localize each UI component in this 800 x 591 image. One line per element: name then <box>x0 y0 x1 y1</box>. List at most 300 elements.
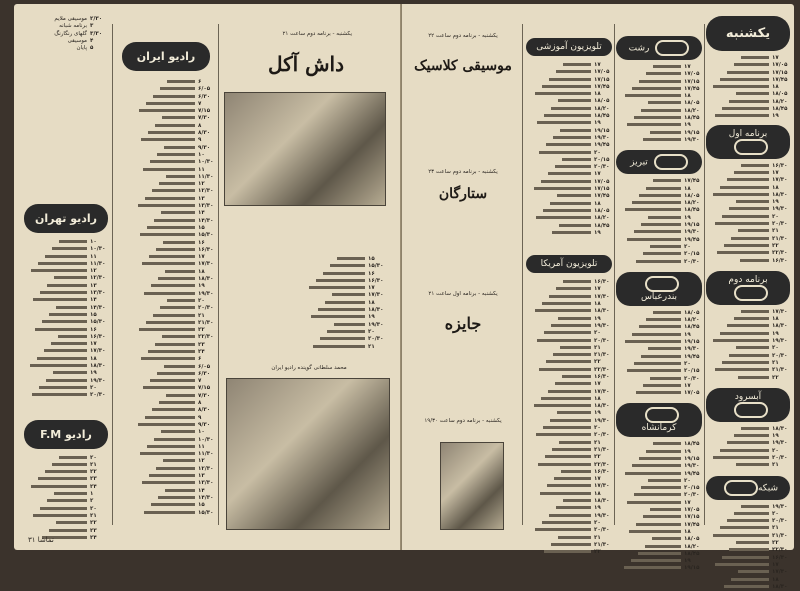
schedule-text-placeholder <box>555 382 591 385</box>
schedule-time: ۲۰/۳۰ <box>772 352 788 359</box>
schedule-row <box>706 584 790 591</box>
schedule-time: ۱۵ <box>198 224 205 231</box>
schedule-time: ۱۶/۳۰ <box>594 279 610 286</box>
schedule-row <box>616 93 702 100</box>
schedule-time: ۲۰/۱۵ <box>684 251 700 258</box>
schedule-row <box>616 354 702 361</box>
schedule-row <box>706 562 790 569</box>
tv-logo-icon <box>645 407 679 423</box>
schedule-text-placeholder <box>624 566 681 569</box>
stars-body <box>408 232 518 280</box>
schedule-text-placeholder <box>562 375 591 378</box>
schedule-text-placeholder <box>32 393 87 396</box>
schedule-text-placeholder <box>139 328 195 331</box>
schedule-row <box>24 319 108 326</box>
schedule-text-placeholder <box>535 92 591 95</box>
schedule-time: ۶ <box>198 79 202 85</box>
schedule-text-placeholder <box>563 280 591 283</box>
schedule-time: ۲۰/۳۰ <box>684 375 700 382</box>
schedule-row <box>616 368 702 375</box>
schedule-time: ۱۹ <box>684 558 691 565</box>
schedule-row <box>616 463 702 470</box>
schedule-text-placeholder <box>149 255 195 258</box>
schedule-row <box>526 223 612 230</box>
schedule-time: ۱۲ <box>198 458 205 465</box>
schedule-time: ۱۰ <box>198 151 205 158</box>
schedule-row <box>616 251 702 258</box>
schedule-text-placeholder <box>629 530 681 533</box>
schedule-text-placeholder <box>740 259 769 262</box>
schedule-row <box>116 473 216 480</box>
schedule-text-placeholder <box>145 197 195 200</box>
schedule-text-placeholder <box>148 131 195 134</box>
schedule-row <box>706 258 790 265</box>
schedule-text-placeholder <box>52 463 87 466</box>
schedule-time: ۱۸/۲۰ <box>772 98 788 105</box>
schedule-time: ۲۰ <box>90 384 97 391</box>
schedule-time: ۱۷/۳۰ <box>594 293 610 300</box>
schedule-time: ۱۹ <box>684 214 691 221</box>
schedule-text-placeholder <box>551 543 591 546</box>
schedule-text-placeholder <box>155 124 195 127</box>
schedule-row <box>616 310 702 317</box>
schedule-text-placeholder <box>727 178 769 181</box>
schedule-time: ۷/۱۵ <box>198 385 211 392</box>
schedule-time: ۱۹ <box>772 113 779 120</box>
schedule-row <box>706 426 790 433</box>
schedule-text-placeholder <box>724 244 769 247</box>
schedule-text-placeholder <box>713 534 769 537</box>
schedule-row <box>116 218 216 225</box>
schedule-row <box>706 455 790 462</box>
schedule-time: ۱۶/۳۰ <box>368 277 384 284</box>
schedule-row <box>706 577 790 584</box>
schedule-time: ۱۹/۳۰ <box>684 463 700 470</box>
schedule-text-placeholder <box>163 459 195 462</box>
schedule-time: ۱۸ <box>772 576 779 583</box>
schedule-time: ۹ <box>198 137 202 144</box>
schedule-time: ۱۹ <box>772 433 779 440</box>
schedule-time: ۱۷ <box>594 171 601 178</box>
schedule-time: ۱۸/۴۵ <box>772 106 788 113</box>
schedule-time: ۱۷/۳۰ <box>772 308 788 315</box>
schedule-text-placeholder <box>558 317 591 320</box>
schedule-text-placeholder <box>538 463 591 466</box>
schedule-text-placeholder <box>59 456 87 459</box>
schedule-row <box>116 400 216 407</box>
schedule-row <box>116 407 216 414</box>
schedule-text-placeholder <box>736 346 769 349</box>
schedule-text-placeholder <box>539 368 591 371</box>
schedule-time: ۱۸/۳۰ <box>594 498 610 505</box>
schedule-row <box>526 527 612 534</box>
schedule-time: ۲۱/۳۰ <box>594 352 610 359</box>
schedule-row <box>706 433 790 440</box>
schedule-text-placeholder <box>738 376 769 379</box>
radio-iran-list <box>116 79 216 517</box>
schedule-time: ۲۰/۱۵ <box>684 485 700 492</box>
radio-list-top: ۲/۳۰موسیقی ملایم ۳برنامه شبانه ۳/۳۰گلهای رنگارنگ ۴موسیقی ۵پایان <box>54 16 103 52</box>
schedule-row <box>116 495 216 502</box>
classic-sub: یکشنبه - برنامه دوم ساعت ۲۲ <box>428 33 498 39</box>
schedule-time: ۱۳ <box>198 195 205 202</box>
schedule-time: ۲۲ <box>772 540 779 547</box>
schedule-time: ۲۰/۳۰ <box>594 527 610 534</box>
schedule-text-placeholder <box>53 371 87 374</box>
schedule-row <box>616 449 702 456</box>
schedule-text-placeholder <box>720 332 769 335</box>
regional-header-rasht: رشت <box>616 36 702 60</box>
schedule-row <box>706 448 790 455</box>
schedule-text-placeholder <box>46 379 87 382</box>
schedule-time: ۱۷/۳۰ <box>368 292 384 299</box>
photo-caption: محمد سلطانی گوینده رادیو ایران <box>271 365 347 371</box>
schedule-text-placeholder <box>717 251 769 254</box>
schedule-row <box>616 478 702 485</box>
schedule-time: ۱۹ <box>368 314 375 321</box>
schedule-time: ۱۴ <box>90 297 97 304</box>
schedule-time: ۲۲ <box>772 242 779 249</box>
schedule-row <box>616 332 702 339</box>
schedule-text-placeholder <box>713 85 769 88</box>
schedule-row <box>706 518 790 525</box>
schedule-row <box>616 100 702 107</box>
schedule-row <box>616 178 702 185</box>
schedule-text-placeholder <box>563 499 591 502</box>
schedule-row <box>706 511 790 518</box>
schedule-row <box>616 122 702 129</box>
schedule-time: ۲۱ <box>594 344 601 351</box>
schedule-time: ۲۰/۳۰ <box>684 492 700 499</box>
schedule-time: ۱۸ <box>594 490 601 497</box>
schedule-time: ۲۱/۳۰ <box>772 235 788 242</box>
schedule-text-placeholder <box>536 433 591 436</box>
schedule-row <box>24 484 108 491</box>
schedule-row <box>526 389 612 396</box>
schedule-time: ۱۹/۳۰ <box>594 134 610 141</box>
schedule-text-placeholder <box>318 308 365 311</box>
schedule-row <box>116 305 216 312</box>
schedule-time: ۱ <box>90 491 94 498</box>
schedule-row <box>116 378 216 385</box>
schedule-row <box>526 294 612 301</box>
schedule-text-placeholder <box>153 314 195 317</box>
schedule-time: ۱۰/۳۰ <box>90 246 106 253</box>
schedule-time: ۱۶ <box>198 239 205 246</box>
schedule-time: ۱۹/۱۵ <box>684 565 700 572</box>
schedule-time: ۱۸/۳۰ <box>90 363 106 370</box>
schedule-row <box>116 261 216 268</box>
schedule-time: ۱۹/۳۰ <box>684 346 700 353</box>
schedule-row <box>706 228 790 235</box>
schedule-row <box>526 432 612 439</box>
schedule-row <box>706 91 790 98</box>
schedule-text-placeholder <box>734 63 769 66</box>
schedule-row <box>526 505 612 512</box>
schedule-row <box>616 237 702 244</box>
schedule-row <box>116 269 216 276</box>
film-title: داش آکل <box>267 52 345 76</box>
schedule-time: ۱۸/۰۵ <box>594 207 610 214</box>
schedule-time: ۱۴/۳۰ <box>198 494 214 501</box>
schedule-row <box>706 99 790 106</box>
schedule-row <box>526 286 612 293</box>
schedule-row <box>526 106 612 113</box>
schedule-text-placeholder <box>738 229 769 232</box>
schedule-row <box>526 91 612 98</box>
schedule-text-placeholder <box>544 114 591 117</box>
schedule-text-placeholder <box>741 427 769 430</box>
schedule-row <box>24 513 108 520</box>
schedule-text-placeholder <box>556 287 591 290</box>
schedule-row <box>116 415 216 422</box>
schedule-time: ۲۰/۳۰ <box>772 518 788 525</box>
schedule-row <box>616 471 702 478</box>
schedule-row <box>706 345 790 352</box>
schedule-text-placeholder <box>648 347 681 350</box>
schedule-text-placeholder <box>650 377 681 380</box>
schedule-text-placeholder <box>734 512 769 515</box>
schedule-time: ۲۲/۳۰ <box>594 366 610 373</box>
schedule-time: ۲۲ <box>772 374 779 381</box>
schedule-row <box>526 77 612 84</box>
classic-body <box>408 100 518 160</box>
schedule-time: ۱۹ <box>594 505 601 512</box>
schedule-text-placeholder <box>40 507 87 510</box>
schedule-time: ۱۰ <box>198 429 205 436</box>
film-caption-block <box>226 210 382 254</box>
schedule-time: ۱۱ <box>198 443 205 450</box>
schedule-row <box>706 77 790 84</box>
schedule-time: ۱۹/۳۰ <box>90 377 106 384</box>
radio-fm-list <box>24 455 108 543</box>
schedule-text-placeholder <box>151 284 195 287</box>
schedule-row <box>526 447 612 454</box>
schedule-text-placeholder <box>557 194 591 197</box>
schedule-time: ۱۷/۴۵ <box>594 193 610 200</box>
schedule-row <box>706 504 790 511</box>
column-divider <box>112 24 113 525</box>
column-divider <box>522 24 523 525</box>
schedule-row <box>526 215 612 222</box>
schedule-row <box>24 268 108 275</box>
schedule-row <box>526 425 612 432</box>
schedule-text-placeholder <box>650 131 681 134</box>
schedule-row <box>24 506 108 513</box>
schedule-time: ۱۷ <box>772 55 779 61</box>
channel-4-list <box>706 504 790 591</box>
tv-logo-icon <box>724 480 758 496</box>
schedule-text-placeholder <box>537 339 591 342</box>
schedule-time: ۱۸/۳۰ <box>772 323 788 330</box>
channel-3-list <box>706 426 790 470</box>
schedule-text-placeholder <box>47 499 87 502</box>
tv-logo-icon <box>734 139 768 155</box>
schedule-row <box>706 316 790 323</box>
schedule-row <box>116 283 216 290</box>
film-schedule <box>226 256 386 356</box>
schedule-time: ۱۹/۳۰ <box>594 417 610 424</box>
schedule-row <box>616 492 702 499</box>
schedule-row <box>526 179 612 186</box>
schedule-time: ۱۹/۱۵ <box>684 339 700 346</box>
schedule-row <box>226 292 386 299</box>
schedule-text-placeholder <box>159 182 195 185</box>
schedule-row <box>116 488 216 495</box>
schedule-text-placeholder <box>741 164 769 167</box>
schedule-row <box>616 86 702 93</box>
schedule-text-placeholder <box>638 552 681 555</box>
schedule-row <box>526 193 612 200</box>
schedule-time: ۱۷/۰۵ <box>594 69 610 76</box>
schedule-time: ۱۷/۰۵ <box>684 390 700 397</box>
schedule-time: ۱۸/۴۵ <box>684 115 700 122</box>
schedule-time: ۱۷/۱۵ <box>684 514 700 521</box>
schedule-time: ۸/۳۰ <box>198 130 211 137</box>
schedule-time: ۱۸/۳۰ <box>368 307 384 314</box>
schedule-row <box>706 236 790 243</box>
schedule-row <box>616 130 702 137</box>
schedule-time: ۹/۳۰ <box>198 421 211 428</box>
schedule-time: ۱۱ <box>198 166 205 173</box>
schedule-row <box>706 440 790 447</box>
schedule-row <box>616 200 702 207</box>
schedule-time: ۲۰ <box>772 447 779 454</box>
schedule-time: ۱۸/۲۰ <box>684 317 700 324</box>
schedule-text-placeholder <box>56 306 87 309</box>
schedule-time: ۲۰ <box>594 425 601 432</box>
schedule-text-placeholder <box>158 277 195 280</box>
schedule-text-placeholder <box>140 233 195 236</box>
schedule-text-placeholder <box>641 109 681 112</box>
schedule-time: ۱۸/۳۰ <box>594 403 610 410</box>
schedule-row <box>116 429 216 436</box>
kermanshah-list <box>616 441 702 572</box>
channel-header-4: شبکه <box>706 476 790 500</box>
schedule-time: ۲۱/۳۰ <box>772 532 788 539</box>
schedule-text-placeholder <box>158 496 195 499</box>
schedule-row <box>706 569 790 576</box>
schedule-row <box>526 323 612 330</box>
schedule-time: ۱۹ <box>594 120 601 127</box>
schedule-time: ۱۹/۳۰ <box>368 321 384 328</box>
schedule-text-placeholder <box>337 257 365 260</box>
schedule-time: ۱۳ <box>198 473 205 480</box>
schedule-time: ۱۷/۴۵ <box>684 178 700 185</box>
schedule-text-placeholder <box>653 311 681 314</box>
schedule-row <box>116 181 216 188</box>
schedule-time: ۱۷/۳۰ <box>772 569 788 576</box>
schedule-row <box>616 115 702 122</box>
schedule-row <box>116 247 216 254</box>
schedule-time: ۱۷/۰۵ <box>684 507 700 514</box>
schedule-text-placeholder <box>641 223 681 226</box>
schedule-row <box>706 113 790 120</box>
schedule-text-placeholder <box>52 247 87 250</box>
schedule-time: ۱۹/۴۵ <box>594 142 610 149</box>
schedule-time: ۱۸/۳۰ <box>594 308 610 315</box>
schedule-row <box>116 130 216 137</box>
schedule-row <box>116 86 216 93</box>
schedule-text-placeholder <box>166 175 195 178</box>
schedule-row <box>116 240 216 247</box>
schedule-text-placeholder <box>639 80 681 83</box>
schedule-row <box>526 301 612 308</box>
schedule-row <box>116 342 216 349</box>
schedule-time: ۲۰ <box>772 213 779 220</box>
schedule-time: ۱۹/۳۰ <box>594 322 610 329</box>
schedule-row <box>24 327 108 334</box>
schedule-text-placeholder <box>639 325 681 328</box>
schedule-row <box>526 157 612 164</box>
schedule-text-placeholder <box>141 138 195 141</box>
schedule-text-placeholder <box>540 492 591 495</box>
schedule-text-placeholder <box>563 63 591 66</box>
schedule-text-placeholder <box>143 386 195 389</box>
schedule-time: ۱۸/۴۵ <box>594 222 610 229</box>
schedule-time: ۱۴ <box>198 210 205 217</box>
schedule-time: ۱۷ <box>594 286 601 293</box>
schedule-text-placeholder <box>636 260 681 263</box>
schedule-time: ۶/۳۰ <box>198 370 211 377</box>
schedule-text-placeholder <box>141 357 195 360</box>
schedule-row <box>706 367 790 374</box>
schedule-text-placeholder <box>548 390 591 393</box>
schedule-time: ۱۸/۴۵ <box>684 550 700 557</box>
schedule-text-placeholder <box>653 179 681 182</box>
schedule-text-placeholder <box>309 286 365 289</box>
schedule-text-placeholder <box>160 306 195 309</box>
schedule-row <box>526 69 612 76</box>
schedule-text-placeholder <box>54 276 87 279</box>
schedule-time: ۱۸ <box>772 84 779 91</box>
schedule-text-placeholder <box>627 501 681 504</box>
schedule-text-placeholder <box>558 99 591 102</box>
schedule-row <box>526 367 612 374</box>
schedule-row <box>706 547 790 554</box>
schedule-row <box>526 120 612 127</box>
schedule-text-placeholder <box>544 331 591 334</box>
schedule-time: ۱۸/۰۵ <box>684 536 700 543</box>
schedule-time: ۲۲ <box>90 520 97 527</box>
schedule-time: ۱۱/۳۰ <box>90 260 106 267</box>
schedule-time: ۱۹ <box>772 330 779 337</box>
schedule-text-placeholder <box>160 87 195 90</box>
tv-logo-icon <box>655 40 689 56</box>
schedule-time: ۶/۰۵ <box>198 86 211 93</box>
schedule-text-placeholder <box>646 318 681 321</box>
schedule-time: ۱۹ <box>594 410 601 417</box>
schedule-text-placeholder <box>639 194 681 197</box>
schedule-text-placeholder <box>144 292 195 295</box>
schedule-time: ۲۰ <box>594 519 601 526</box>
schedule-text-placeholder <box>157 153 195 156</box>
channel-2-list <box>706 309 790 382</box>
schedule-text-placeholder <box>562 158 591 161</box>
schedule-time: ۱۹ <box>684 331 691 338</box>
schedule-time: ۱۴/۳۰ <box>90 304 106 311</box>
schedule-text-placeholder <box>45 255 87 258</box>
stars-sub: یکشنبه - برنامه دوم ساعت ۲۳ <box>428 169 498 175</box>
schedule-text-placeholder <box>330 264 365 267</box>
schedule-time: ۱۹ <box>684 448 691 455</box>
schedule-text-placeholder <box>59 240 87 243</box>
schedule-text-placeholder <box>552 231 591 234</box>
schedule-text-placeholder <box>736 541 769 544</box>
schedule-text-placeholder <box>150 379 195 382</box>
schedule-text-placeholder <box>146 102 195 105</box>
schedule-row <box>116 196 216 203</box>
